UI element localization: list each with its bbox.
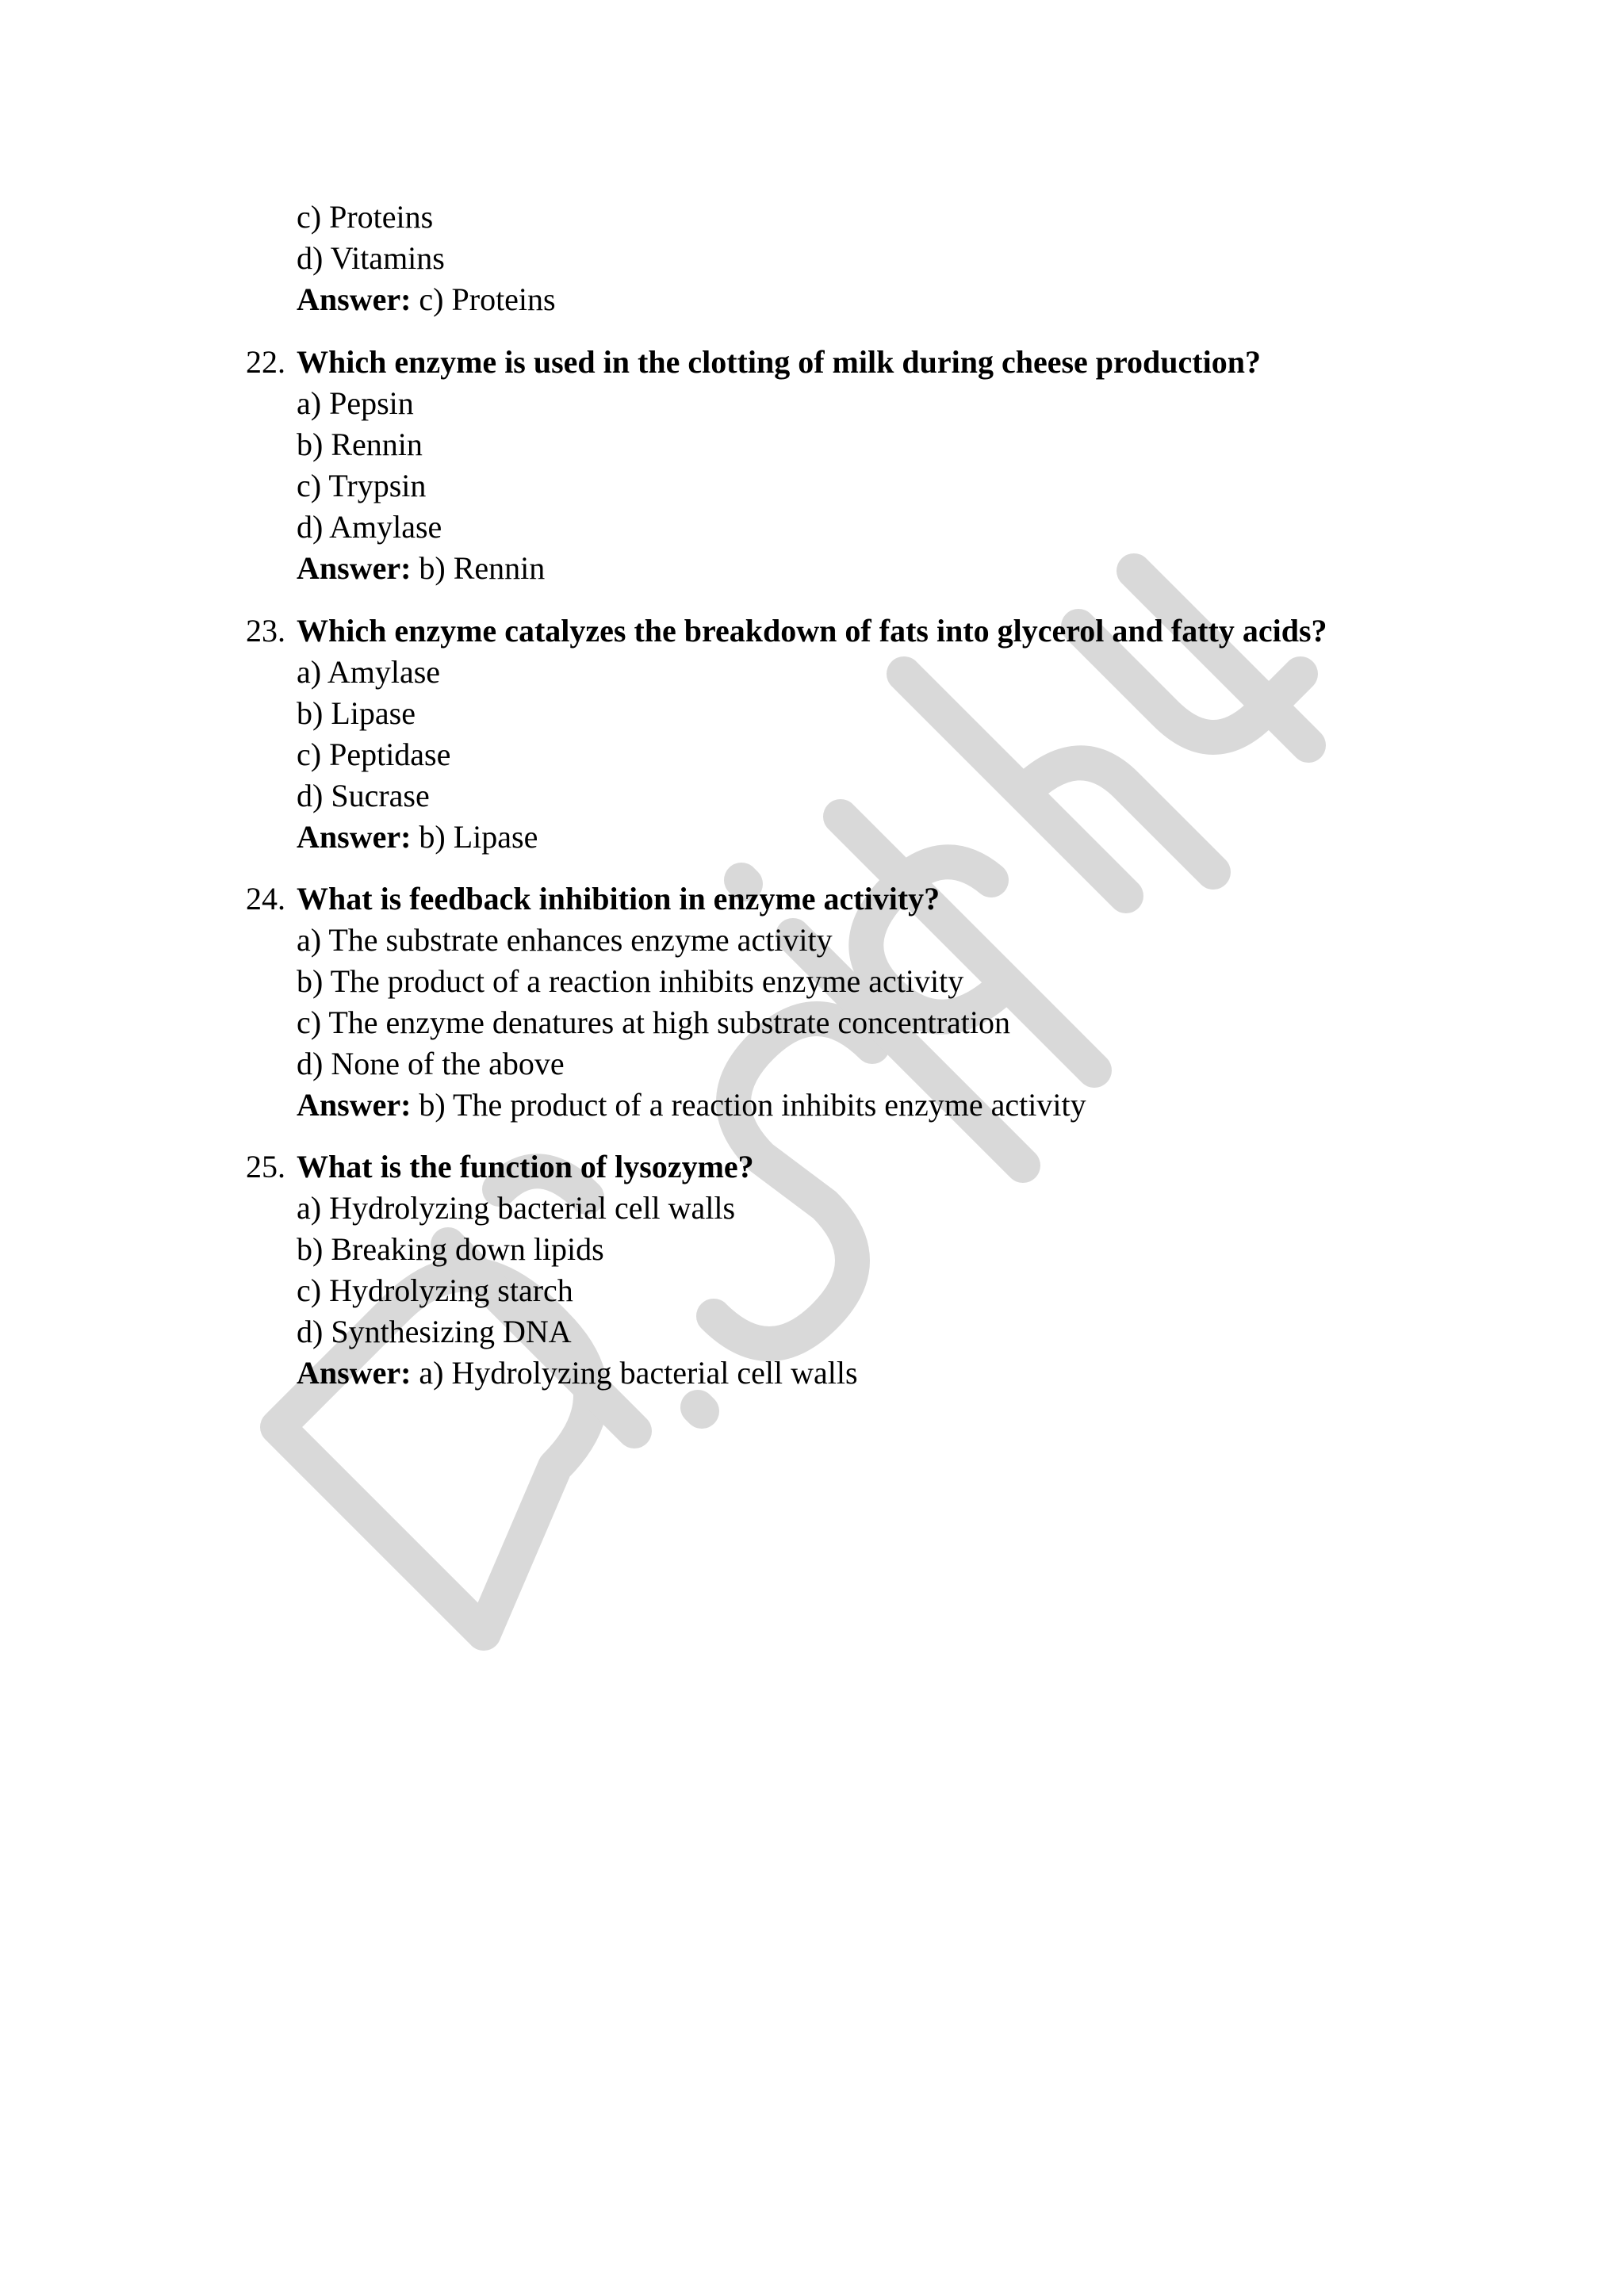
answer-label: Answer: — [297, 1087, 412, 1123]
question-text: Which enzyme catalyzes the breakdown of fats into glycerol and fatty acids? — [297, 613, 1327, 649]
option-a: a) Hydrolyzing bacterial cell walls — [297, 1190, 736, 1226]
option-c: c) Hydrolyzing starch — [297, 1272, 573, 1308]
option-d: d) Vitamins — [297, 240, 445, 276]
option-d: d) Synthesizing DNA — [297, 1314, 572, 1349]
answer-text: c) Proteins — [419, 281, 556, 317]
question-23-heading — [246, 610, 1327, 652]
answer-label: Answer: — [297, 1355, 412, 1391]
option-a: a) Pepsin — [297, 385, 414, 421]
question-24-heading — [246, 878, 940, 920]
answer-label: Answer: — [297, 281, 412, 317]
question-25-heading — [246, 1146, 754, 1188]
option-c: c) Trypsin — [297, 468, 427, 503]
answer-line — [297, 279, 556, 320]
question-22-heading — [246, 342, 1261, 383]
question-text: Which enzyme is used in the clotting of milk during cheese production? — [297, 344, 1261, 380]
option-d: d) Amylase — [297, 509, 442, 545]
question-text: What is the function of lysozyme? — [297, 1149, 754, 1184]
answer-text: b) Rennin — [419, 550, 546, 586]
answer-text: b) Lipase — [419, 819, 538, 855]
question-number: 23. — [246, 613, 285, 649]
option-d: d) None of the above — [297, 1046, 565, 1081]
question-number: 24. — [246, 881, 285, 916]
answer-text: b) The product of a reaction inhibits enzyme activity — [419, 1087, 1086, 1123]
option-c: c) Proteins — [297, 199, 434, 235]
option-a: a) The substrate enhances enzyme activity — [297, 922, 833, 958]
answer-line — [297, 1353, 858, 1394]
question-number: 25. — [246, 1149, 285, 1184]
option-b: b) The product of a reaction inhibits enzyme activity — [297, 963, 964, 999]
option-b: b) Lipase — [297, 695, 416, 731]
option-b: b) Rennin — [297, 427, 423, 462]
question-text: What is feedback inhibition in enzyme activity? — [297, 881, 940, 916]
answer-label: Answer: — [297, 550, 412, 586]
answer-line — [297, 1085, 1086, 1126]
option-c: c) The enzyme denatures at high substrate concentration — [297, 1004, 1011, 1040]
option-d: d) Sucrase — [297, 778, 430, 813]
answer-label: Answer: — [297, 819, 412, 855]
question-number: 22. — [246, 344, 285, 380]
answer-line — [297, 817, 538, 858]
option-b: b) Breaking down lipids — [297, 1231, 604, 1267]
option-a: a) Amylase — [297, 654, 441, 690]
option-c: c) Peptidase — [297, 737, 451, 772]
answer-line — [297, 548, 545, 589]
answer-text: a) Hydrolyzing bacterial cell walls — [419, 1355, 858, 1391]
